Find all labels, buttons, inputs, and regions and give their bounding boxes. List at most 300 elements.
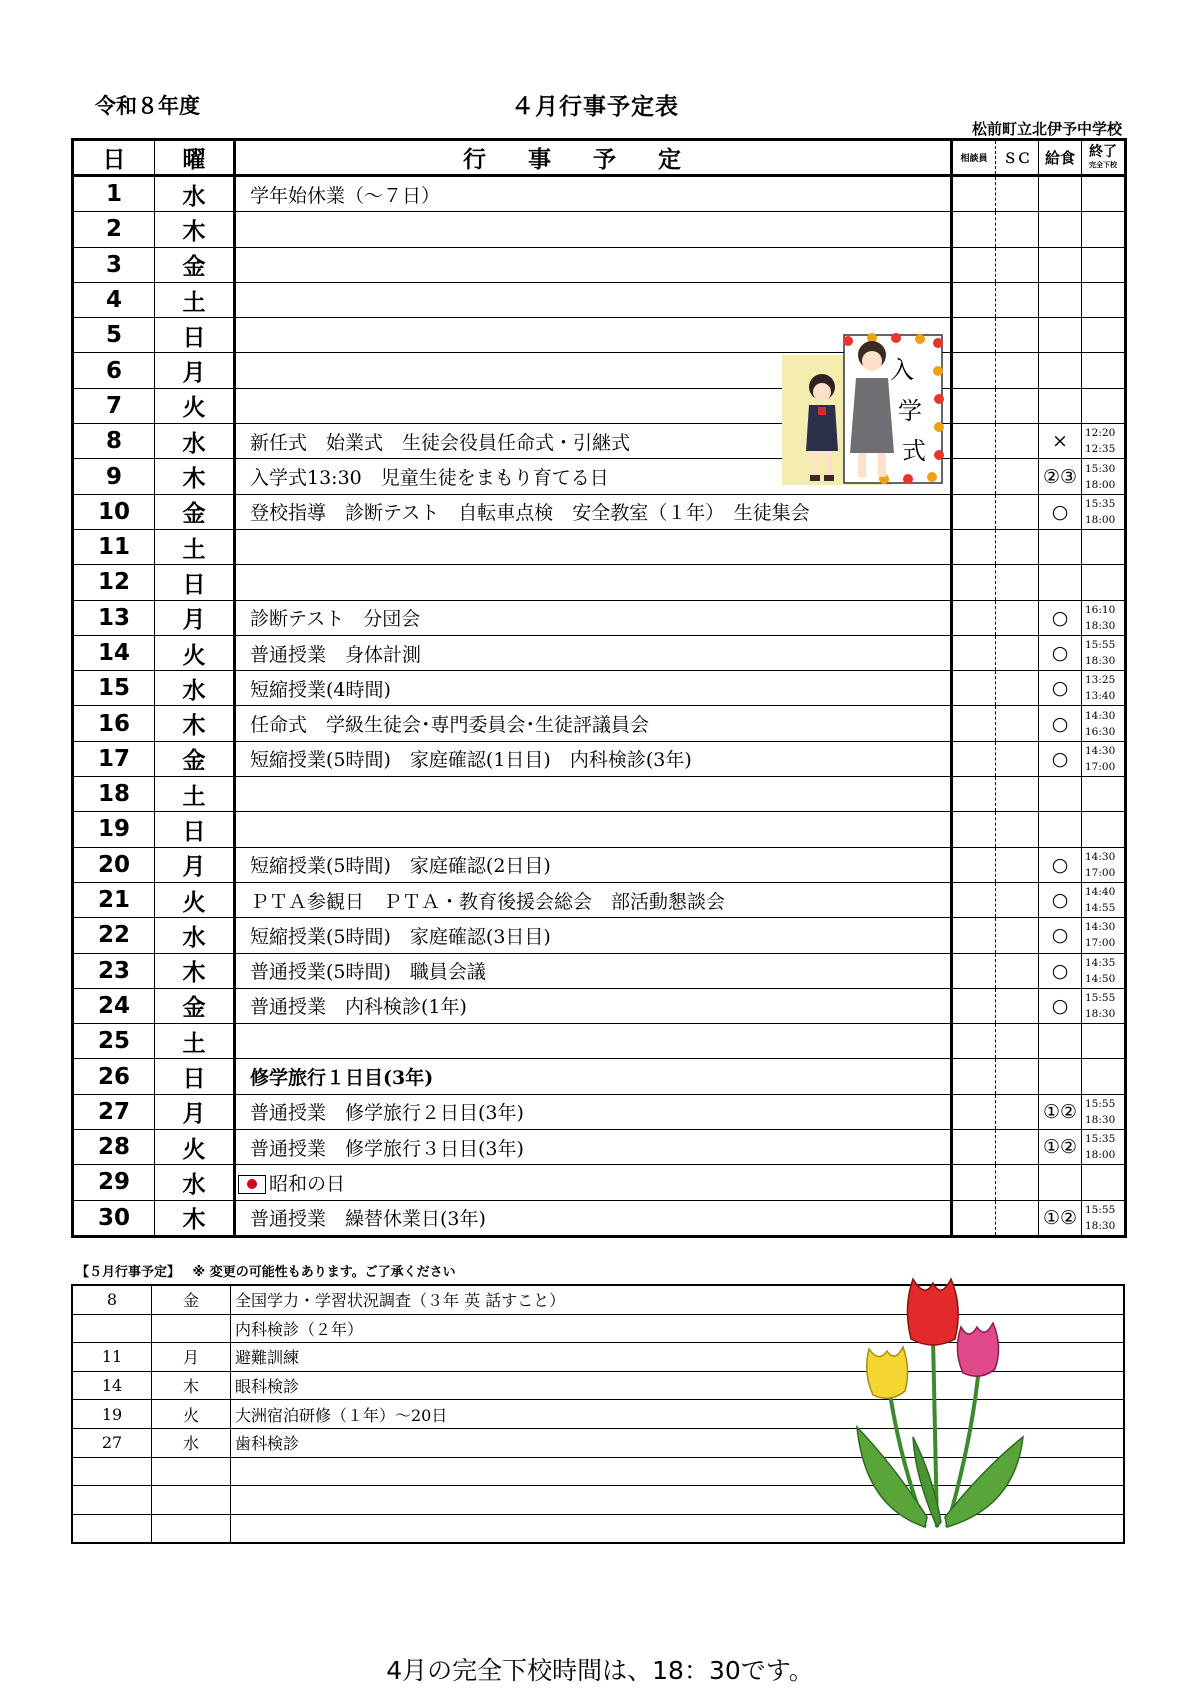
table-row	[73, 247, 1126, 282]
lunch-cell	[1039, 777, 1082, 812]
end-time-cell	[1082, 388, 1126, 423]
day-cell: 4	[73, 282, 155, 317]
table-row	[73, 635, 1126, 670]
table-row	[73, 1200, 1126, 1236]
sc-cell	[996, 282, 1039, 317]
counselor-cell	[952, 1165, 996, 1200]
counselor-cell	[952, 459, 996, 494]
final-dismissal-notice: 4月の完全下校時間は、18：30です。	[386, 1656, 814, 1685]
lunch-cell: ○	[1039, 847, 1082, 882]
end-time: 15:55	[1085, 1097, 1116, 1110]
may-schedule-heading	[76, 1261, 456, 1280]
weekday-cell: 水	[155, 918, 235, 953]
may-weekday-cell: 水	[152, 1428, 231, 1457]
weekday-cell: 月	[155, 847, 235, 882]
end-time-cell	[1082, 953, 1126, 988]
may-day-cell	[72, 1457, 152, 1486]
end-sub-label: 完全下校	[1089, 161, 1117, 169]
counselor-cell	[952, 988, 996, 1023]
end-time-cell	[1082, 318, 1126, 353]
table-row	[73, 706, 1126, 741]
lunch-cell: ②③	[1039, 459, 1082, 494]
weekday-cell: 金	[155, 494, 235, 529]
end-time-cell	[1082, 988, 1126, 1023]
end-time-cell	[1082, 529, 1126, 564]
weekday-cell: 水	[155, 176, 235, 212]
sc-cell	[996, 918, 1039, 953]
table-row	[73, 953, 1126, 988]
sc-cell	[996, 1200, 1039, 1236]
weekday-cell: 火	[155, 882, 235, 917]
sc-cell	[996, 1059, 1039, 1094]
event-text: 入学式13:30 児童生徒をまもり育てる日	[250, 467, 609, 490]
april-schedule-table	[71, 138, 1127, 1238]
lunch-cell	[1039, 1059, 1082, 1094]
weekday-cell: 金	[155, 741, 235, 776]
counselor-cell	[952, 600, 996, 635]
event-cell	[235, 847, 952, 882]
end-time: 13:25	[1085, 674, 1116, 687]
end-time-cell	[1082, 353, 1126, 388]
event-cell	[235, 635, 952, 670]
day-cell: 20	[73, 847, 155, 882]
end-time: 14:35	[1085, 956, 1116, 969]
dismissal-time: 14:50	[1085, 972, 1116, 985]
may-event-cell: 全国学力・学習状況調査（３年 英 話すこと）	[231, 1285, 1125, 1314]
may-day-cell: 11	[72, 1343, 152, 1372]
dismissal-time: 18:00	[1085, 513, 1116, 526]
may-heading-title: 【５月行事予定】	[76, 1265, 181, 1280]
sc-cell	[996, 318, 1039, 353]
event-text: 普通授業 内科検診(1年)	[250, 996, 467, 1019]
end-time-cell	[1082, 812, 1126, 847]
end-time: 14:40	[1085, 886, 1116, 899]
table-row	[73, 777, 1126, 812]
event-cell	[235, 529, 952, 564]
may-weekday-cell: 月	[152, 1343, 231, 1372]
sc-cell	[996, 882, 1039, 917]
weekday-cell: 月	[155, 1094, 235, 1129]
day-cell: 11	[73, 529, 155, 564]
event-cell	[235, 565, 952, 600]
may-heading-note: ※ 変更の可能性もあります。ご了承ください	[192, 1265, 456, 1280]
end-time-cell	[1082, 565, 1126, 600]
weekday-cell: 水	[155, 1165, 235, 1200]
event-cell	[235, 282, 952, 317]
table-row	[73, 741, 1126, 776]
weekday-cell: 木	[155, 459, 235, 494]
sc-cell	[996, 247, 1039, 282]
event-cell	[235, 706, 952, 741]
table-row	[73, 1094, 1126, 1129]
counselor-cell	[952, 529, 996, 564]
end-time: 14:30	[1085, 921, 1116, 934]
weekday-cell: 日	[155, 812, 235, 847]
weekday-cell: 土	[155, 529, 235, 564]
dismissal-time: 13:40	[1085, 690, 1116, 703]
day-cell: 9	[73, 459, 155, 494]
dismissal-time: 14:55	[1085, 902, 1116, 915]
event-cell	[235, 777, 952, 812]
may-weekday-cell	[152, 1486, 231, 1515]
sc-cell	[996, 1024, 1039, 1059]
event-cell	[235, 1165, 952, 1200]
sc-cell	[996, 988, 1039, 1023]
school-name: 松前町立北伊予中学校	[971, 120, 1122, 138]
event-cell	[235, 1094, 952, 1129]
weekday-cell: 火	[155, 635, 235, 670]
day-cell: 30	[73, 1200, 155, 1236]
lunch-cell	[1039, 812, 1082, 847]
day-cell: 15	[73, 671, 155, 706]
event-text: 普通授業 修学旅行２日目(3年)	[250, 1102, 524, 1125]
may-day-cell	[72, 1486, 152, 1515]
end-time: 15:35	[1085, 497, 1116, 510]
lunch-cell: ①②	[1039, 1130, 1082, 1165]
event-cell	[235, 600, 952, 635]
end-time-cell	[1082, 600, 1126, 635]
day-cell: 23	[73, 953, 155, 988]
counselor-cell	[952, 953, 996, 988]
day-cell: 8	[73, 424, 155, 459]
lunch-cell	[1039, 212, 1082, 247]
counselor-cell	[952, 1024, 996, 1059]
table-row	[73, 176, 1126, 212]
lunch-cell: ×	[1039, 424, 1082, 459]
sc-cell	[996, 777, 1039, 812]
lunch-cell	[1039, 353, 1082, 388]
event-cell	[235, 1130, 952, 1165]
sc-cell	[996, 1165, 1039, 1200]
weekday-cell: 日	[155, 565, 235, 600]
may-event-cell: 避難訓練	[231, 1343, 1125, 1372]
event-cell	[235, 741, 952, 776]
sc-cell	[996, 353, 1039, 388]
table-row	[73, 1165, 1126, 1200]
may-weekday-cell: 木	[152, 1371, 231, 1400]
day-cell: 12	[73, 565, 155, 600]
event-text: 任命式 学級生徒会･専門委員会･生徒評議員会	[250, 714, 650, 737]
sc-cell	[996, 176, 1039, 212]
end-time-cell	[1082, 212, 1126, 247]
table-row	[73, 388, 1126, 423]
sc-cell	[996, 565, 1039, 600]
day-cell: 3	[73, 247, 155, 282]
weekday-cell: 日	[155, 318, 235, 353]
table-row	[73, 882, 1126, 917]
counselor-cell	[952, 565, 996, 600]
day-cell: 22	[73, 918, 155, 953]
lunch-cell: ①②	[1039, 1200, 1082, 1236]
table-row	[73, 1130, 1126, 1165]
end-time-cell	[1082, 1024, 1126, 1059]
lunch-cell	[1039, 282, 1082, 317]
end-time-cell	[1082, 176, 1126, 212]
table-row	[73, 671, 1126, 706]
weekday-cell: 土	[155, 777, 235, 812]
end-time-cell	[1082, 635, 1126, 670]
counselor-cell	[952, 918, 996, 953]
counselor-cell	[952, 882, 996, 917]
day-cell: 10	[73, 494, 155, 529]
weekday-cell: 土	[155, 1024, 235, 1059]
weekday-cell: 月	[155, 353, 235, 388]
sc-cell	[996, 494, 1039, 529]
day-cell: 14	[73, 635, 155, 670]
end-time-cell	[1082, 1130, 1126, 1165]
column-header-sc: ＳＣ	[996, 140, 1039, 176]
counselor-cell	[952, 318, 996, 353]
sc-cell	[996, 1094, 1039, 1129]
end-time: 15:30	[1085, 462, 1116, 475]
end-time-cell	[1082, 1165, 1126, 1200]
end-time-cell	[1082, 777, 1126, 812]
counselor-cell	[952, 812, 996, 847]
column-header-events: 行事予定	[235, 140, 952, 176]
lunch-cell: ○	[1039, 918, 1082, 953]
event-cell	[235, 494, 952, 529]
counselor-cell	[952, 1059, 996, 1094]
event-text: 普通授業 修学旅行３日目(3年)	[250, 1137, 524, 1160]
event-text: 普通授業 身体計測	[250, 643, 422, 666]
column-header-day: 日	[73, 140, 155, 176]
day-cell: 7	[73, 388, 155, 423]
sc-cell	[996, 635, 1039, 670]
end-time-cell	[1082, 459, 1126, 494]
may-weekday-cell: 金	[152, 1285, 231, 1314]
sc-cell	[996, 706, 1039, 741]
table-row	[73, 353, 1126, 388]
event-cell	[235, 1059, 952, 1094]
column-header-lunch: 給食	[1039, 140, 1082, 176]
sc-cell	[996, 529, 1039, 564]
weekday-cell: 水	[155, 424, 235, 459]
dismissal-time: 18:30	[1085, 1219, 1116, 1232]
lunch-cell: ○	[1039, 494, 1082, 529]
sc-cell	[996, 812, 1039, 847]
counselor-cell	[952, 671, 996, 706]
ceremony-char-1: 入	[890, 356, 914, 384]
lunch-cell	[1039, 318, 1082, 353]
day-cell: 21	[73, 882, 155, 917]
dismissal-time: 18:00	[1085, 1149, 1116, 1162]
ceremony-char-2: 学	[898, 397, 922, 425]
weekday-cell: 土	[155, 282, 235, 317]
counselor-cell	[952, 212, 996, 247]
table-row	[73, 282, 1126, 317]
event-text: 修学旅行１日目(3年)	[250, 1067, 434, 1090]
may-day-cell: 8	[72, 1285, 152, 1314]
day-cell: 19	[73, 812, 155, 847]
dismissal-time: 17:00	[1085, 937, 1116, 950]
sc-cell	[996, 424, 1039, 459]
end-time-cell	[1082, 247, 1126, 282]
dismissal-time: 18:30	[1085, 619, 1116, 632]
lunch-cell: ○	[1039, 882, 1082, 917]
column-header-weekday: 曜	[155, 140, 235, 176]
lunch-cell	[1039, 565, 1082, 600]
day-cell: 2	[73, 212, 155, 247]
counselor-cell	[952, 388, 996, 423]
may-weekday-cell: 火	[152, 1400, 231, 1429]
japan-flag-icon	[238, 1175, 266, 1194]
sc-cell	[996, 1130, 1039, 1165]
fiscal-year-label: 令和８年度	[95, 94, 200, 118]
end-time-cell	[1082, 1200, 1126, 1236]
event-text: 短縮授業(5時間) 家庭確認(3日目)	[250, 925, 551, 948]
event-cell	[235, 671, 952, 706]
event-text: 短縮授業(5時間) 家庭確認(2日目)	[250, 855, 551, 878]
day-cell: 27	[73, 1094, 155, 1129]
sc-cell	[996, 671, 1039, 706]
weekday-cell: 木	[155, 212, 235, 247]
event-cell	[235, 212, 952, 247]
lunch-cell: ①②	[1039, 1094, 1082, 1129]
table-row	[73, 1059, 1126, 1094]
weekday-cell: 木	[155, 953, 235, 988]
lunch-cell: ○	[1039, 671, 1082, 706]
sc-cell	[996, 847, 1039, 882]
sc-cell	[996, 953, 1039, 988]
event-cell	[235, 953, 952, 988]
end-time-cell	[1082, 741, 1126, 776]
event-text: ＰＴＡ参観日 ＰＴＡ・教育後援会総会 部活動懇談会	[250, 890, 726, 913]
sc-cell	[996, 741, 1039, 776]
end-time: 15:55	[1085, 991, 1116, 1004]
end-time-cell	[1082, 882, 1126, 917]
dismissal-time: 18:30	[1085, 655, 1116, 667]
may-event-cell: 内科検診（２年）	[231, 1314, 1125, 1343]
end-time-cell	[1082, 424, 1126, 459]
day-cell: 24	[73, 988, 155, 1023]
lunch-cell	[1039, 1165, 1082, 1200]
entrance-ceremony-illustration	[782, 333, 945, 485]
table-row	[73, 988, 1126, 1023]
sc-cell	[996, 600, 1039, 635]
column-header-end	[1082, 140, 1126, 176]
day-cell: 25	[73, 1024, 155, 1059]
end-time-cell	[1082, 1059, 1126, 1094]
lunch-cell	[1039, 247, 1082, 282]
end-time: 15:55	[1085, 639, 1116, 651]
lunch-cell	[1039, 388, 1082, 423]
table-row	[73, 459, 1126, 494]
counselor-cell	[952, 1200, 996, 1236]
event-cell	[235, 882, 952, 917]
day-cell: 17	[73, 741, 155, 776]
table-row	[73, 1024, 1126, 1059]
event-text: 昭和の日	[269, 1172, 346, 1195]
tulip-illustration	[855, 1277, 1025, 1537]
event-text: 新任式 始業式 生徒会役員任命式・引継式	[250, 431, 631, 454]
counselor-cell	[952, 741, 996, 776]
weekday-cell: 火	[155, 388, 235, 423]
lunch-cell: ○	[1039, 706, 1082, 741]
dismissal-time: 18:00	[1085, 478, 1116, 491]
counselor-cell	[952, 176, 996, 212]
may-day-cell: 27	[72, 1428, 152, 1457]
event-text: 診断テスト 分団会	[250, 608, 421, 631]
counselor-cell	[952, 777, 996, 812]
table-row	[73, 529, 1126, 564]
event-cell	[235, 1024, 952, 1059]
lunch-cell: ○	[1039, 953, 1082, 988]
end-time-cell	[1082, 282, 1126, 317]
table-row	[73, 424, 1126, 459]
lunch-cell: ○	[1039, 741, 1082, 776]
counselor-cell	[952, 494, 996, 529]
counselor-cell	[952, 635, 996, 670]
event-text: 学年始休業（～７日）	[250, 184, 441, 207]
end-time: 14:30	[1085, 709, 1116, 722]
weekday-cell: 木	[155, 1200, 235, 1236]
event-text: 普通授業 繰替休業日(3年)	[250, 1208, 486, 1231]
may-day-cell: 19	[72, 1400, 152, 1429]
weekday-cell: 日	[155, 1059, 235, 1094]
event-cell	[235, 1200, 952, 1236]
may-weekday-cell	[152, 1314, 231, 1343]
weekday-cell: 月	[155, 600, 235, 635]
end-time: 12:20	[1085, 427, 1116, 440]
end-time: 15:35	[1085, 1133, 1116, 1146]
weekday-cell: 金	[155, 247, 235, 282]
table-row	[73, 600, 1126, 635]
table-row	[73, 318, 1126, 353]
end-time: 14:30	[1085, 744, 1116, 757]
may-day-cell	[72, 1514, 152, 1543]
end-label: 終了	[1089, 144, 1117, 160]
end-time-cell	[1082, 1094, 1126, 1129]
end-time-cell	[1082, 494, 1126, 529]
day-cell: 13	[73, 600, 155, 635]
may-day-cell: 14	[72, 1371, 152, 1400]
lunch-cell: ○	[1039, 600, 1082, 635]
lunch-cell	[1039, 529, 1082, 564]
counselor-cell	[952, 247, 996, 282]
dismissal-time: 17:00	[1085, 760, 1116, 773]
end-time-cell	[1082, 706, 1126, 741]
sc-cell	[996, 388, 1039, 423]
end-time-cell	[1082, 671, 1126, 706]
event-text: 普通授業(5時間) 職員会議	[250, 961, 486, 984]
may-event-cell: 大洲宿泊研修（１年）～20日	[231, 1400, 1125, 1429]
event-cell	[235, 988, 952, 1023]
weekday-cell: 木	[155, 706, 235, 741]
table-row	[73, 918, 1126, 953]
day-cell: 28	[73, 1130, 155, 1165]
dismissal-time: 18:30	[1085, 1113, 1116, 1126]
end-time: 15:55	[1085, 1203, 1116, 1216]
dismissal-time: 12:35	[1085, 443, 1116, 456]
may-weekday-cell	[152, 1457, 231, 1486]
table-row	[73, 812, 1126, 847]
may-event-cell: 歯科検診	[231, 1428, 1125, 1457]
lunch-cell	[1039, 176, 1082, 212]
end-time: 16:10	[1085, 603, 1116, 616]
event-cell	[235, 812, 952, 847]
counselor-cell	[952, 353, 996, 388]
table-header-row	[73, 140, 1126, 176]
sc-cell	[996, 212, 1039, 247]
lunch-cell	[1039, 1024, 1082, 1059]
day-cell: 6	[73, 353, 155, 388]
counselor-cell	[952, 282, 996, 317]
counselor-cell	[952, 424, 996, 459]
table-row	[73, 565, 1126, 600]
dismissal-time: 16:30	[1085, 725, 1116, 738]
may-event-cell: 眼科検診	[231, 1371, 1125, 1400]
may-day-cell	[72, 1314, 152, 1343]
